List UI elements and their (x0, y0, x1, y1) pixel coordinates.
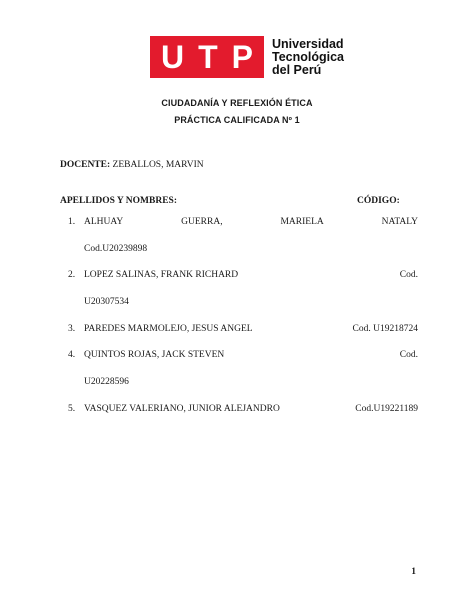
names-column-header: APELLIDOS Y NOMBRES: (60, 196, 178, 206)
student-code: Cod.U20239898 (84, 244, 148, 254)
student-code-label: Cod. (399, 350, 418, 360)
student-name: VASQUEZ VALERIANO, JUNIOR ALEJANDRO (84, 404, 280, 414)
item-number: 4. (68, 350, 76, 360)
logo-wordmark (272, 36, 344, 78)
utp-logo-mark (150, 36, 264, 78)
logo-letter-u: U (161, 39, 185, 75)
student-code: Cod.U19221189 (355, 404, 418, 414)
student-code: U20228596 (84, 377, 129, 387)
docente-line (60, 160, 204, 170)
page-number: 1 (411, 567, 416, 577)
item-number: 2. (68, 270, 76, 280)
utp-logo (150, 36, 344, 78)
name-part: NATALY (381, 217, 418, 227)
name-part: GUERRA, (181, 217, 223, 227)
student-name: PAREDES MARMOLEJO, JESUS ANGEL (84, 324, 253, 334)
item-number: 3. (68, 324, 76, 334)
code-column-header: CÓDIGO: (357, 196, 400, 206)
logo-line-1: Universidad (272, 36, 344, 51)
docente-label: DOCENTE: (60, 160, 111, 170)
student-code: Cod. U19218724 (352, 324, 418, 334)
logo-letter-p: P (231, 39, 253, 75)
name-part: MARIELA (280, 217, 324, 227)
course-title: CIUDADANÍA Y REFLEXIÓN ÉTICA (161, 98, 313, 108)
item-number: 5. (68, 404, 76, 414)
student-code: U20307534 (84, 297, 129, 307)
name-part: ALHUAY (84, 217, 124, 227)
student-code-label: Cod. (399, 270, 418, 280)
logo-line-3: del Perú (272, 62, 322, 77)
student-name (84, 217, 418, 227)
item-number: 1. (68, 217, 76, 227)
logo-line-2: Tecnológica (272, 49, 345, 64)
docente-value: ZEBALLOS, MARVIN (110, 160, 204, 170)
logo-letter-t: T (198, 39, 218, 75)
practice-title: PRÁCTICA CALIFICADA Nº 1 (174, 115, 300, 125)
student-name: LOPEZ SALINAS, FRANK RICHARD (84, 270, 239, 280)
student-name: QUINTOS ROJAS, JACK STEVEN (84, 350, 225, 360)
